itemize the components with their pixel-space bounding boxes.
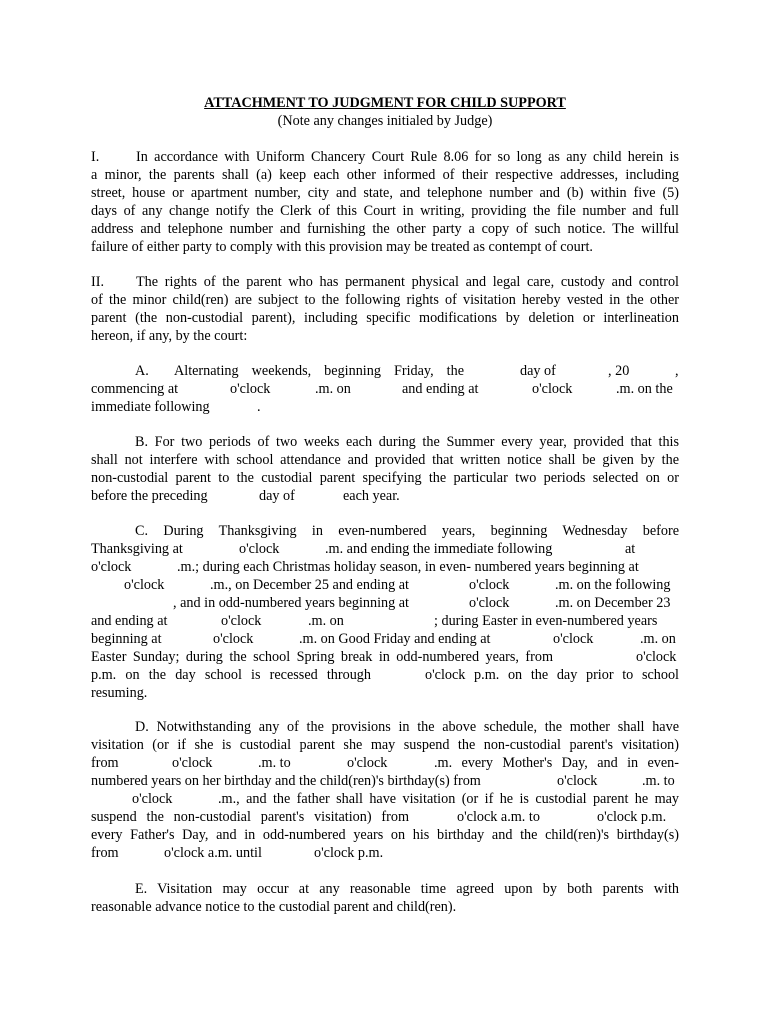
text-segment: o'clock [532,381,573,397]
text-segment: .m. to [258,755,291,771]
text-segment: .m. on December 23 [555,595,671,611]
paragraph-c [91,522,679,702]
text-segment: .m. on the [616,381,673,397]
text-segment: o'clock [469,577,510,593]
text-segment: p.m. on the day school is recessed through [91,667,371,683]
text-line: hereon, if any, by the court: [91,328,248,344]
text-segment: . [257,399,261,415]
text-segment: o'clock a.m. to [457,809,540,825]
text-segment: o'clock p.m. [314,845,384,861]
text-segment: o'clock [213,631,254,647]
text-segment: .m. to [642,773,675,789]
text-segment: .m. on [308,613,344,629]
text-line: E. Visitation may occur at any reasonable time agreed upon by both parents with [135,881,679,897]
text-line: resuming. [91,685,148,701]
text-segment: day of [520,363,556,379]
text-segment: numbered years on her birthday and the child(ren)'s birthday(s) from [91,773,481,789]
text-segment: o'clock [132,791,173,807]
text-segment: and ending at [402,381,479,397]
text-segment: day of [259,488,295,504]
text-line: days of any change notify the Clerk of this Court in writing, providing the file number and full [91,203,679,219]
text-segment: o'clock [172,755,213,771]
text-segment: o'clock p.m. on the day prior to school [425,667,679,683]
text-segment: , [675,363,679,379]
paragraph-a [91,362,679,416]
text-line: a minor, the parents shall (a) keep each other informed of their respective addresses, including [91,167,679,183]
text-segment: .m., and the father shall have visitation (or if he is custodial parent he may [218,791,679,807]
text-segment: Alternating weekends, beginning Friday, the [174,363,464,379]
text-line: address and telephone number and furnishing the other party a copy of such notice. The willful [91,221,679,237]
text-segment: .m. on [315,381,351,397]
text-segment: and ending at [91,613,168,629]
text-segment: .m.; during each Christmas holiday season, in even- numbered years beginning at [177,559,639,575]
text-line: B. For two periods of two weeks each during the Summer every year, provided that this [135,434,679,450]
text-segment: o'clock p.m. [597,809,667,825]
text-segment: o'clock [124,577,165,593]
text-line: shall not interfere with school attendance and provided that written notice shall be given by the [91,452,679,468]
text-segment: before the preceding [91,488,208,504]
paragraph-d [91,718,679,862]
text-line: visitation (or if she is custodial parent she may suspend the non-custodial parent's visitation) [91,737,679,753]
text-line: D. Notwithstanding any of the provisions in the above schedule, the mother shall have [135,719,679,735]
text-segment: o'clock [239,541,280,557]
text-segment: ; during Easter in even-numbered years [434,613,658,629]
text-line: every Father's Day, and in odd-numbered years on his birthday and the child(ren)'s birthday(s) [91,827,679,843]
text-segment: at [625,541,636,557]
text-segment: commencing at [91,381,179,397]
para-label: A. [135,363,149,379]
paragraph-e [91,880,679,916]
text-segment: beginning at [91,631,162,647]
text-segment: each year. [343,488,400,504]
text-segment: o'clock [230,381,271,397]
document-title: ATTACHMENT TO JUDGMENT FOR CHILD SUPPORT [204,95,566,111]
text-segment: from [91,755,119,771]
text-segment: , 20 [608,363,630,379]
text-line: In accordance with Uniform Chancery Court Rule 8.06 for so long as any child herein is [136,149,679,165]
text-segment: Thanksgiving at [91,541,183,557]
text-segment: , and in odd-numbered years beginning at [173,595,409,611]
text-segment: .m. on [640,631,676,647]
text-line: parent (the non-custodial parent), including specific modifications by deletion or interlineation [91,310,679,326]
text-line: failure of either party to comply with this provision may be treated as contempt of court. [91,239,593,255]
text-line: reasonable advance notice to the custodial parent and child(ren). [91,899,457,915]
text-segment: suspend the non-custodial parent's visitation) from [91,809,409,825]
section-number: I. [91,149,100,165]
document-subtitle: (Note any changes initialed by Judge) [277,113,493,129]
section-2 [91,273,679,345]
section-1 [91,148,679,256]
text-segment: o'clock [469,595,510,611]
text-segment: o'clock [636,649,677,665]
text-segment: .m. on the following [555,577,671,593]
text-segment: Easter Sunday; during the school Spring break in odd-numbered years, from [91,649,553,665]
text-segment: o'clock a.m. until [164,845,262,861]
paragraph-b [91,433,679,505]
text-segment: o'clock [347,755,388,771]
text-segment: immediate following [91,399,210,415]
text-line: street, house or apartment number, city and state, and telephone number and (b) within five (5) [91,185,679,201]
text-line: non-custodial parent to the custodial parent specifying the particular two periods selected on or [91,470,679,486]
text-segment: o'clock [91,559,132,575]
text-segment: o'clock [553,631,594,647]
text-segment: .m. every Mother's Day, and in even- [434,755,679,771]
text-segment: o'clock [557,773,598,789]
text-segment: .m., on December 25 and ending at [210,577,409,593]
text-segment: .m. and ending the immediate following [325,541,553,557]
text-segment: o'clock [221,613,262,629]
text-line: The rights of the parent who has permanent physical and legal care, custody and control [136,274,679,290]
text-line: C. During Thanksgiving in even-numbered years, beginning Wednesday before [135,523,679,539]
section-number: II. [91,274,104,290]
text-segment: from [91,845,119,861]
text-segment: .m. on Good Friday and ending at [299,631,491,647]
text-line: of the minor child(ren) are subject to the following rights of visitation hereby vested in the other [91,292,679,308]
